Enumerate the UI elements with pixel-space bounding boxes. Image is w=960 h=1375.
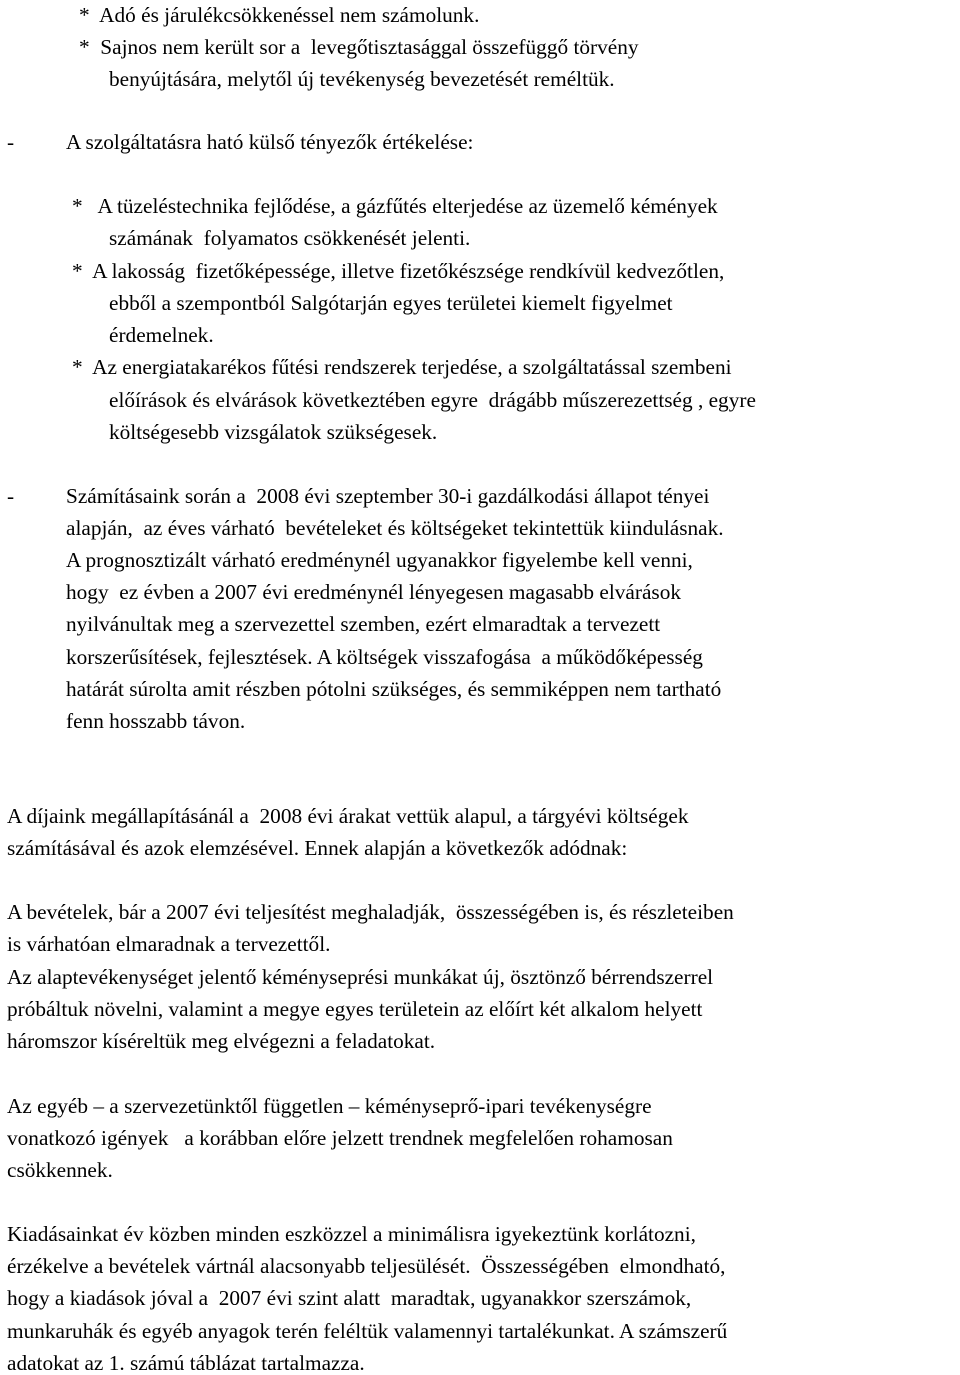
bullet-line: számának folyamatos csökkenését jelenti.: [109, 226, 471, 250]
paragraph-line: háromszor kíséreltük meg elvégezni a feladatokat.: [7, 1029, 436, 1053]
paragraph-line: vonatkozó igények a korábban előre jelzett trendnek megfelelően rohamosan: [7, 1126, 673, 1150]
bullet-line: költségesebb vizsgálatok szükségesek.: [109, 420, 438, 444]
bullet-line: * Sajnos nem került sor a levegőtisztasággal összefüggő törvény: [79, 35, 639, 59]
text-line: A prognosztizált várható eredménynél ugyanakkor figyelembe kell venni,: [66, 548, 693, 572]
text-line: nyilvánultak meg a szervezettel szemben, ezért elmaradtak a tervezett: [66, 612, 661, 636]
bullet-line: * A lakosság fizetőképessége, illetve fizetőkészsége rendkívül kedvezőtlen,: [72, 259, 725, 283]
paragraph-line: Az egyéb – a szervezetünktől független – kéményseprő-ipari tevékenységre: [7, 1094, 652, 1118]
paragraph-line: A díjaink megállapításánál a 2008 évi árakat vettük alapul, a tárgyévi költségek: [7, 804, 689, 828]
section-heading: A szolgáltatásra ható külső tényezők értékelése:: [66, 130, 474, 154]
paragraph-line: érzékelve a bevételek vártnál alacsonyabb teljesülését. Összességében elmondható,: [7, 1254, 726, 1278]
paragraph-line: A bevételek, bár a 2007 évi teljesítést meghaladják, összességében is, és részleteiben: [7, 900, 734, 924]
text-line: Számításaink során a 2008 évi szeptember 30-i gazdálkodási állapot tényei: [66, 484, 710, 508]
bullet-line: előírások és elvárások következtében egyre drágább műszerezettség , egyre: [109, 388, 756, 412]
paragraph-line: próbáltuk növelni, valamint a megye egyes területein az előírt két alkalom helyett: [7, 997, 703, 1021]
paragraph-line: is várhatóan elmaradnak a tervezettől.: [7, 932, 331, 956]
bullet-line: benyújtására, melytől új tevékenység bevezetését reméltük.: [109, 67, 615, 91]
dash-marker: -: [7, 484, 15, 508]
paragraph-line: munkaruhák és egyéb anyagok terén feléltük valamennyi tartalékunkat. A számszerű: [7, 1319, 728, 1343]
text-line: korszerűsítések, fejlesztések. A költségek visszafogása a működőképesség: [66, 645, 703, 669]
text-line: hogy ez évben a 2007 évi eredménynél lényegesen magasabb elvárások: [66, 580, 681, 604]
paragraph-line: Kiadásainkat év közben minden eszközzel a minimálisra igyekeztünk korlátozni,: [7, 1222, 696, 1246]
bullet-line: * Az energiatakarékos fűtési rendszerek terjedése, a szolgáltatással szembeni: [72, 355, 732, 379]
paragraph-line: Az alaptevékenységet jelentő kéményseprési munkákat új, ösztönző bérrendszerrel: [7, 965, 714, 989]
text-line: alapján, az éves várható bevételeket és költségeket tekintettük kiindulásnak.: [66, 516, 724, 540]
dash-marker: -: [7, 130, 15, 154]
paragraph-line: hogy a kiadások jóval a 2007 évi szint alatt maradtak, ugyanakkor szerszámok,: [7, 1286, 692, 1310]
bullet-line: ebből a szempontból Salgótarján egyes területei kiemelt figyelmet: [109, 291, 673, 315]
text-line: határát súrolta amit részben pótolni szükséges, és semmiképpen nem tartható: [66, 677, 722, 701]
paragraph-line: csökkennek.: [7, 1158, 113, 1182]
bullet-line: érdemelnek.: [109, 323, 214, 347]
bullet-line: * A tüzeléstechnika fejlődése, a gázfűtés elterjedése az üzemelő kémények: [72, 194, 718, 218]
paragraph-line: adatokat az 1. számú táblázat tartalmazza.: [7, 1351, 365, 1375]
paragraph-line: számításával és azok elemzésével. Ennek alapján a következők adódnak:: [7, 836, 628, 860]
bullet-line: * Adó és járulékcsökkenéssel nem számolunk.: [79, 3, 480, 27]
text-line: fenn hosszabb távon.: [66, 709, 246, 733]
